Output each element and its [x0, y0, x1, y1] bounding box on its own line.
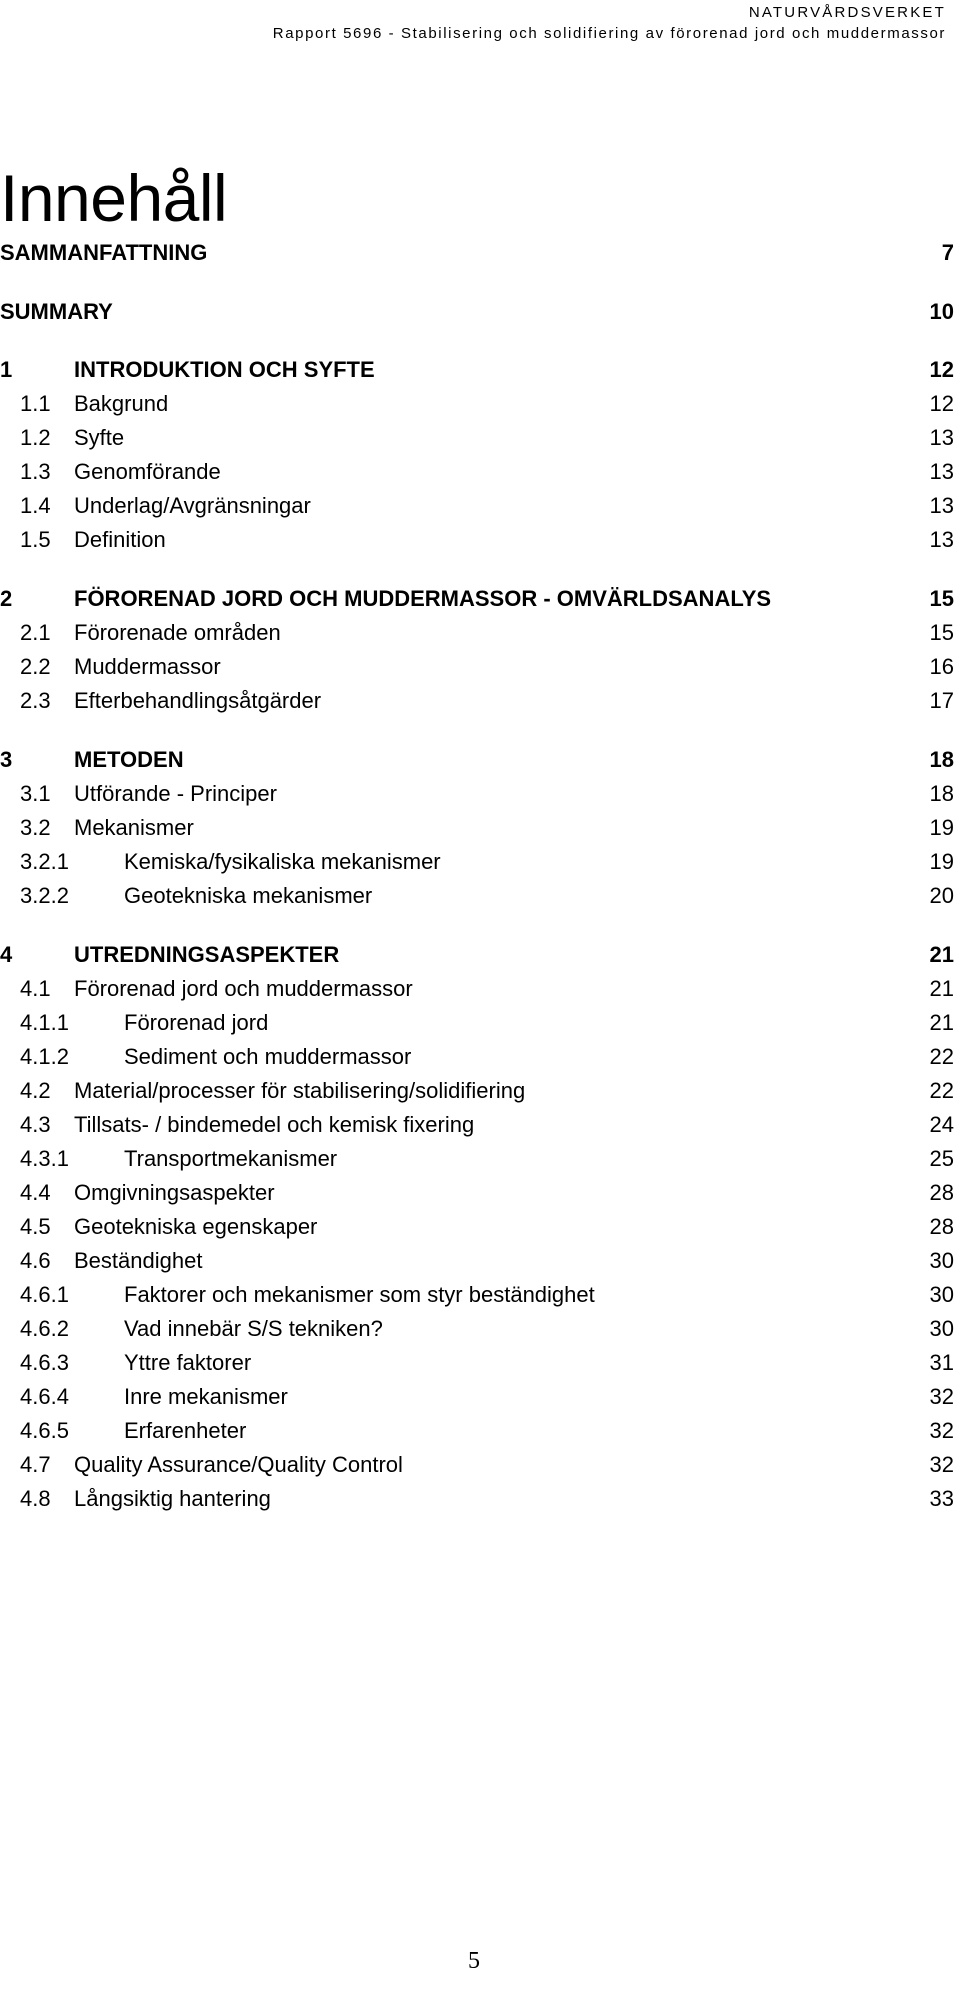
toc-entry [0, 1074, 960, 1108]
toc-entry [0, 1278, 960, 1312]
toc-entry-title: Förorenad jord och muddermassor [74, 976, 413, 1001]
toc-entry [0, 582, 960, 616]
toc-entry-page: 13 [929, 425, 954, 450]
toc-entry [0, 938, 960, 972]
toc-entry-page: 19 [929, 815, 954, 840]
toc-entry-title: Efterbehandlingsåtgärder [74, 688, 322, 713]
toc-entry-title: Quality Assurance/Quality Control [74, 1452, 403, 1477]
toc-entry [0, 650, 960, 684]
toc-entry-number: 3.1 [20, 781, 51, 806]
toc-entry [0, 1244, 960, 1278]
toc-entry-page: 31 [929, 1350, 954, 1375]
toc-entry-page: 16 [929, 654, 954, 679]
toc-entry [0, 1040, 960, 1074]
toc-entry-page: 20 [929, 883, 954, 908]
toc-entry [0, 1312, 960, 1346]
toc-entry-page: 32 [929, 1418, 954, 1443]
toc-entry [0, 523, 960, 557]
toc-entry [0, 236, 960, 270]
toc-entry [0, 455, 960, 489]
toc-entry-number: 4.4 [20, 1180, 51, 1205]
publisher-name: NATURVÅRDSVERKET [748, 4, 946, 21]
toc-entry [0, 684, 960, 718]
toc-entry-page: 28 [929, 1180, 954, 1205]
toc-entry [0, 353, 960, 387]
toc-entry-page: 15 [929, 620, 954, 645]
toc-entry [0, 1448, 960, 1482]
toc-entry-number: 2.2 [20, 654, 51, 679]
toc-entry-number: 4.6.2 [20, 1316, 69, 1341]
toc-entry [0, 1176, 960, 1210]
toc-entry-page: 7 [941, 240, 954, 265]
toc-entry-number: 3.2.1 [20, 849, 69, 874]
toc-entry-title: Beständighet [74, 1248, 203, 1273]
toc-entry-page: 24 [929, 1112, 954, 1137]
toc-entry-page: 13 [929, 459, 954, 484]
toc-entry-title: Faktorer och mekanismer som styr beständighet [124, 1282, 595, 1307]
toc-entry-title: Syfte [74, 425, 125, 450]
page-header [273, 2, 946, 44]
toc-entry-title: Geotekniska egenskaper [74, 1214, 318, 1239]
toc-entry [0, 489, 960, 523]
toc-entry-page: 32 [929, 1384, 954, 1409]
toc-entry-number: 3.2 [20, 815, 51, 840]
toc-entry-page: 21 [929, 1010, 954, 1035]
toc-entry-number: 4.7 [20, 1452, 51, 1477]
toc-entry-number: 4.6 [20, 1248, 51, 1273]
toc-entry-page: 18 [929, 781, 954, 806]
toc-entry-page: 12 [929, 391, 954, 416]
toc-entry-page: 22 [929, 1078, 954, 1103]
toc-entry [0, 1346, 960, 1380]
toc-entry-title: Förorenade områden [74, 620, 281, 645]
toc-entry-page: 12 [929, 357, 954, 382]
toc-entry-title: Mekanismer [74, 815, 194, 840]
page-number: 5 [468, 1948, 480, 1974]
toc-entry [0, 972, 960, 1006]
toc-entry-page: 19 [929, 849, 954, 874]
toc-entry-title: Yttre faktorer [124, 1350, 252, 1375]
toc-entry [0, 421, 960, 455]
toc-entry-page: 30 [929, 1248, 954, 1273]
toc-entry-number: 4.1.1 [20, 1010, 69, 1035]
toc-entry-title: Inre mekanismer [124, 1384, 288, 1409]
toc-entry-number: 2.1 [20, 620, 51, 645]
toc-entry [0, 879, 960, 913]
toc-entry [0, 845, 960, 879]
toc-entry-number: 3.2.2 [20, 883, 69, 908]
toc-entry [0, 616, 960, 650]
toc-entry-title: SAMMANFATTNING [0, 240, 208, 265]
toc-entry [0, 1414, 960, 1448]
toc-entry-title: Bakgrund [74, 391, 169, 416]
toc-entry-number: 4.2 [20, 1078, 51, 1103]
toc-entry-number: 4.6.4 [20, 1384, 69, 1409]
toc-entry-title: Muddermassor [74, 654, 221, 679]
toc-entry-number: 4.6.1 [20, 1282, 69, 1307]
toc-entry-title: Utförande - Principer [74, 781, 277, 806]
toc-entry-title: Genomförande [74, 459, 221, 484]
toc-entry-title: INTRODUKTION OCH SYFTE [74, 357, 375, 382]
toc-entry-number: 4.8 [20, 1486, 51, 1511]
toc-entry [0, 1380, 960, 1414]
report-title: Rapport 5696 - Stabilisering och solidifiering av förorenad jord och muddermassor [272, 25, 946, 42]
toc-entry-title: UTREDNINGSASPEKTER [74, 942, 340, 967]
toc-entry [0, 1108, 960, 1142]
toc-entry-title: Tillsats- / bindemedel och kemisk fixering [74, 1112, 475, 1137]
toc-entry-number: 4.5 [20, 1214, 51, 1239]
toc-entry [0, 387, 960, 421]
toc-entry [0, 811, 960, 845]
toc-entry-number: 4.6.3 [20, 1350, 69, 1375]
toc-entry [0, 1210, 960, 1244]
toc-entry-page: 25 [929, 1146, 954, 1171]
toc-entry-title: Erfarenheter [124, 1418, 247, 1443]
toc-entry-page: 10 [929, 299, 954, 324]
toc-entry [0, 1482, 960, 1516]
toc-entry-page: 30 [929, 1282, 954, 1307]
toc-entry-title: Vad innebär S/S tekniken? [124, 1316, 383, 1341]
toc-entry-number: 1 [0, 357, 13, 382]
toc-entry-number: 3 [0, 747, 13, 772]
toc-entry-title: Sediment och muddermassor [124, 1044, 412, 1069]
toc-entry-title: Förorenad jord [124, 1010, 269, 1035]
toc-entry [0, 743, 960, 777]
toc-entry-page: 13 [929, 493, 954, 518]
toc-entry-page: 30 [929, 1316, 954, 1341]
toc-entry-number: 4.3.1 [20, 1146, 69, 1171]
toc-entry-number: 4.6.5 [20, 1418, 69, 1443]
toc-entry [0, 1006, 960, 1040]
toc-entry-page: 13 [929, 527, 954, 552]
toc-entry-number: 4.1 [20, 976, 51, 1001]
toc-entry-page: 32 [929, 1452, 954, 1477]
toc-entry-title: SUMMARY [0, 299, 113, 324]
toc-entry-page: 21 [929, 976, 954, 1001]
toc-entry-number: 4.3 [20, 1112, 51, 1137]
toc-entry-page: 33 [929, 1486, 954, 1511]
toc-entry-title: Underlag/Avgränsningar [74, 493, 311, 518]
toc-entry-number: 1.5 [20, 527, 51, 552]
toc-entry-number: 2.3 [20, 688, 51, 713]
toc-heading: Innehåll [0, 161, 228, 235]
toc-entry-page: 21 [929, 942, 954, 967]
toc-entry-title: METODEN [74, 747, 184, 772]
toc-entry-number: 1.3 [20, 459, 51, 484]
toc-entry-title: Material/processer för stabilisering/solidifiering [74, 1078, 526, 1103]
toc-entry-number: 1.1 [20, 391, 51, 416]
toc-entry-number: 1.2 [20, 425, 51, 450]
toc-entry-title: Omgivningsaspekter [74, 1180, 275, 1205]
toc-entry-page: 17 [929, 688, 954, 713]
toc-entry-title: Geotekniska mekanismer [124, 883, 373, 908]
toc-entry-page: 28 [929, 1214, 954, 1239]
toc-entry-page: 18 [929, 747, 954, 772]
toc-entry-title: FÖRORENAD JORD OCH MUDDERMASSOR - OMVÄRLDSANALYS [74, 586, 772, 611]
toc-entry-number: 4 [0, 942, 13, 967]
toc-entry-title: Långsiktig hantering [74, 1486, 271, 1511]
toc-entry-page: 15 [929, 586, 954, 611]
toc-entry-number: 1.4 [20, 493, 51, 518]
toc-entry-number: 2 [0, 586, 13, 611]
toc-entry-title: Transportmekanismer [124, 1146, 338, 1171]
toc-entry [0, 1142, 960, 1176]
toc-entry-number: 4.1.2 [20, 1044, 69, 1069]
toc-entry-title: Kemiska/fysikaliska mekanismer [124, 849, 441, 874]
toc-entry [0, 295, 960, 329]
toc-entry-title: Definition [74, 527, 166, 552]
toc-entry [0, 777, 960, 811]
toc-entry-page: 22 [929, 1044, 954, 1069]
